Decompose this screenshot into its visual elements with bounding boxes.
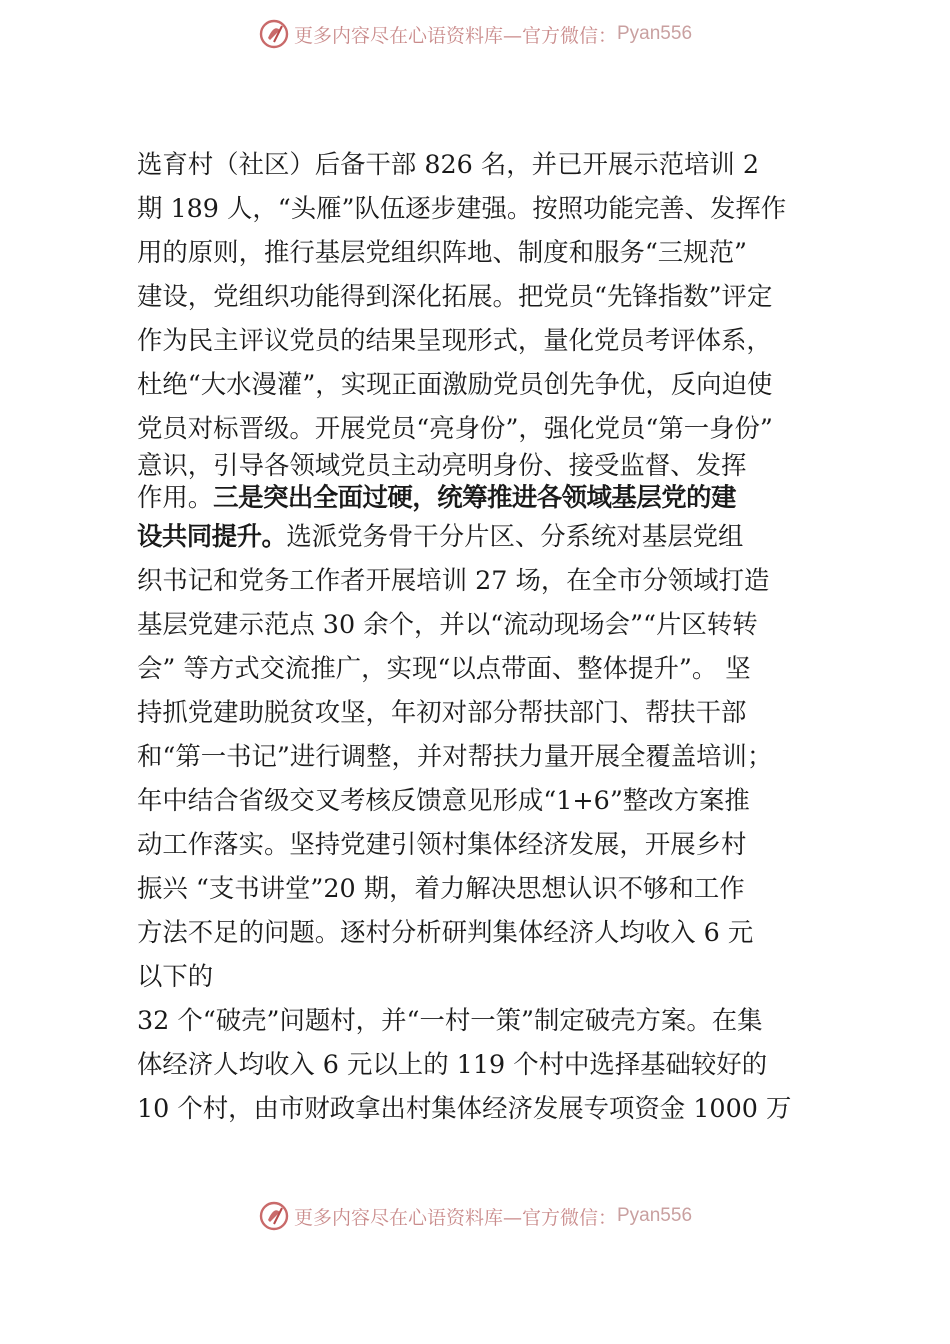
text-line	[137, 186, 842, 230]
text-run: 振兴 “支书讲堂”20 期，着力解决思想认识不够和工作	[137, 873, 745, 903]
text-line	[137, 954, 842, 998]
header-watermark	[0, 14, 950, 54]
text-run: 建设，党组织功能得到深化拓展。把党员“先锋指数”评定	[137, 281, 773, 311]
watermark-wechat-id: Pyan556	[617, 23, 693, 44]
text-run: 基层党建示范点 30 余个，并以“流动现场会”“片区转转	[137, 609, 758, 639]
text-run: 10 个村，由市财政拿出村集体经济发展专项资金 1000 万	[137, 1093, 792, 1123]
text-line	[137, 514, 842, 558]
text-line	[137, 318, 842, 362]
text-run: 和“第一书记”进行调整，并对帮扶力量开展全覆盖培训；	[137, 741, 773, 771]
text-run: 动工作落实。坚持党建引领村集体经济发展，开展乡村	[137, 829, 747, 859]
text-line	[137, 1086, 842, 1130]
brand-logo-icon	[258, 1200, 290, 1232]
text-line	[137, 558, 842, 602]
text-run: 持抓党建助脱贫攻坚，年初对部分帮扶部门、帮扶干部	[137, 697, 747, 727]
text-line	[137, 481, 842, 514]
text-line	[137, 734, 842, 778]
text-line	[137, 362, 842, 406]
text-line	[137, 142, 842, 186]
text-line	[137, 646, 842, 690]
text-run: 党员对标晋级。开展党员“亮身份”，强化党员“第一身份”	[137, 413, 773, 443]
text-run: 年中结合省级交叉考核反馈意见形成“1+6”整改方案推	[137, 785, 750, 815]
text-run: 会” 等方式交流推广，实现“以点带面、整体提升”。 坚	[137, 653, 751, 683]
bold-text-run: 三是突出全面过硬，统筹推进各领域基层党的建	[213, 482, 736, 512]
brand-logo-icon	[258, 18, 290, 50]
text-line	[137, 778, 842, 822]
text-line	[137, 998, 842, 1042]
text-line	[137, 690, 842, 734]
text-line	[137, 274, 842, 318]
text-run: 期 189 人，“头雁”队伍逐步建强。按照功能完善、发挥作	[137, 193, 787, 223]
text-line	[137, 450, 842, 481]
text-line	[137, 230, 842, 274]
text-run: 以下的	[137, 961, 214, 991]
text-run: 用的原则，推行基层党组织阵地、制度和服务“三规范”	[137, 237, 747, 267]
text-line	[137, 406, 842, 450]
text-line	[137, 866, 842, 910]
text-run: 意识，引导各领域党员主动亮明身份、接受监督、发挥	[137, 450, 747, 480]
text-run: 作用。	[137, 482, 214, 512]
watermark-text: 更多内容尽在心语资料库—官方微信：	[293, 24, 617, 47]
text-run: 体经济人均收入 6 元以上的 119 个村中选择基础较好的	[137, 1049, 768, 1079]
footer-watermark	[0, 1196, 950, 1236]
text-run: 32 个“破壳”问题村，并“一村一策”制定破壳方案。在集	[137, 1005, 763, 1035]
text-line	[137, 822, 842, 866]
text-line	[137, 602, 842, 646]
text-run: 织书记和党务工作者开展培训 27 场，在全市分领域打造	[137, 565, 770, 595]
watermark-wechat-id: Pyan556	[617, 1205, 693, 1226]
text-line	[137, 910, 842, 954]
text-line	[137, 1042, 842, 1086]
text-run: 作为民主评议党员的结果呈现形式，量化党员考评体系，	[137, 325, 772, 355]
text-run: 选育村（社区）后备干部 826 名，并已开展示范培训 2	[137, 149, 760, 179]
text-run: 选派党务骨干分片区、分系统对基层党组	[286, 521, 744, 551]
bold-text-run: 设共同提升。	[137, 521, 287, 551]
text-run: 方法不足的问题。逐村分析研判集体经济人均收入 6 元	[137, 917, 754, 947]
watermark-text: 更多内容尽在心语资料库—官方微信：	[293, 1206, 617, 1229]
text-run: 杜绝“大水漫灌”，实现正面激励党员创先争优，反向迫使	[137, 369, 773, 399]
document-body	[137, 142, 842, 1130]
